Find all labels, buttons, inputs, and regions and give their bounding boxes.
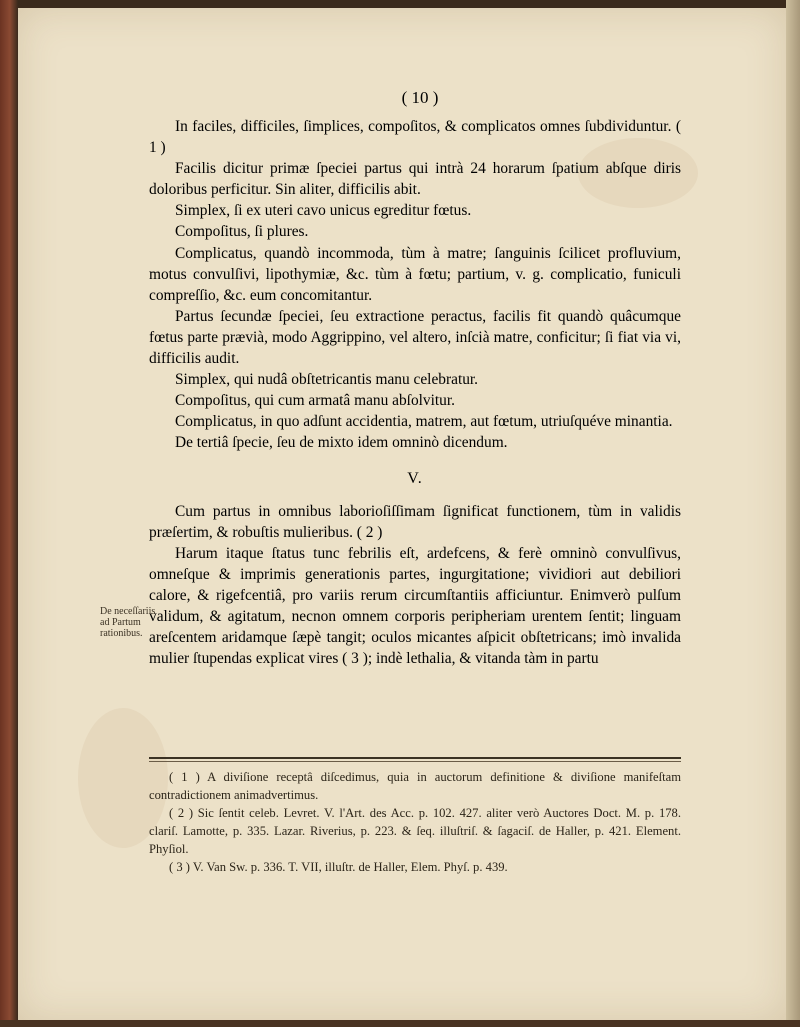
footnote-rule: [149, 757, 681, 759]
paragraph: Compoſitus, ſi plures.: [175, 223, 309, 241]
footnote-rule-thin: [149, 761, 681, 762]
book-spine: [0, 0, 18, 1027]
paragraph: Harum itaque ſtatus tunc febrilis eſt, ardefcens, & ferè omninò convulſivus, omneſque & imprimis generationis partes, ingurgitatione; vividiori aut debiliori calore, & rigefcentiâ, pro variis rerum circumſtantiis afficiuntur. Enimverò pulſum validum, & agitatum, necnon omnem corporis peripheriam urentem ſentit; linguam areſcentem aridamque ſæpè tangit; oculos micantes aſpicit obſtetricans; imò invalida mulier ſtupendas explicat vires ( 3 ); indè lethalia, & vitanda tàm in partu: [149, 544, 681, 668]
paragraph: Cum partus in omnibus laborioſiſſimam ſignificat functionem, tùm in validis præſertim, & robuſtis mulieribus. ( 2 ): [149, 502, 681, 541]
main-text: [149, 116, 681, 669]
paragraph: Complicatus, in quo adſunt accidentia, matrem, aut fœtum, utriuſquéve minantia.: [175, 413, 673, 431]
footnotes: [149, 768, 681, 876]
paragraph: Complicatus, quandò incommoda, tùm à matre; ſanguinis ſcilicet profluvium, motus convulſivi, lipothymiæ, &c. tùm à fœtu; partium, v. g. complicatio, funiculi compreſſio, &c. eum concomitantur.: [149, 244, 681, 304]
page-edge: [786, 0, 800, 1027]
paragraph: Simplex, qui nudâ obſtetricantis manu celebratur.: [175, 371, 479, 389]
footnote: ( 3 ) V. Van Sw. p. 336. T. VII, illuſtr. de Haller, Elem. Phyſ. p. 439.: [169, 860, 508, 874]
book-bottom-edge: [0, 1020, 800, 1027]
paragraph: Partus ſecundæ ſpeciei, ſeu extractione peractus, facilis fit quandò quâcumque fœtus parte prævià, modo Aggrippino, vel altero, inſcià matre, conficitur; ſi fiat via vi, difficilis audit.: [149, 307, 681, 368]
page-number: ( 10 ): [401, 88, 439, 107]
margin-note: De neceſſariis ad Partum rationibus.: [100, 606, 156, 639]
footnote: ( 2 ) Sic ſentit celeb. Levret. V. l'Art. des Acc. p. 102. 427. aliter verò Auctores Doct. M. p. 178. clariſ. Lamotte, p. 335. Lazar. Riverius, p. 223. & ſeq. illuſtriſ. & ſagaciſ. de Haller, p. 421. Element. Phyſiol.: [149, 806, 681, 856]
paragraph: In faciles, difficiles, ſimplices, compoſitos, & complicatos omnes ſubdividuntur. ( 1 ): [149, 118, 681, 157]
paragraph: De tertiâ ſpecie, ſeu de mixto idem omninò dicendum.: [175, 434, 508, 452]
paragraph: Simplex, ſi ex uteri cavo unicus egreditur fœtus.: [175, 202, 472, 220]
paragraph: Facilis dicitur primæ ſpeciei partus qui intrà 24 horarum ſpatium abſque diris doloribus perficitur. Sin aliter, difficilis abit.: [149, 160, 681, 199]
section-heading: V.: [407, 469, 423, 487]
footnote: ( 1 ) A diviſione receptâ diſcedimus, quia in auctorum definitione & diviſione manifeſtam contradictionem animadvertimus.: [149, 770, 681, 802]
paragraph: Compoſitus, qui cum armatâ manu abſolvitur.: [175, 392, 455, 410]
